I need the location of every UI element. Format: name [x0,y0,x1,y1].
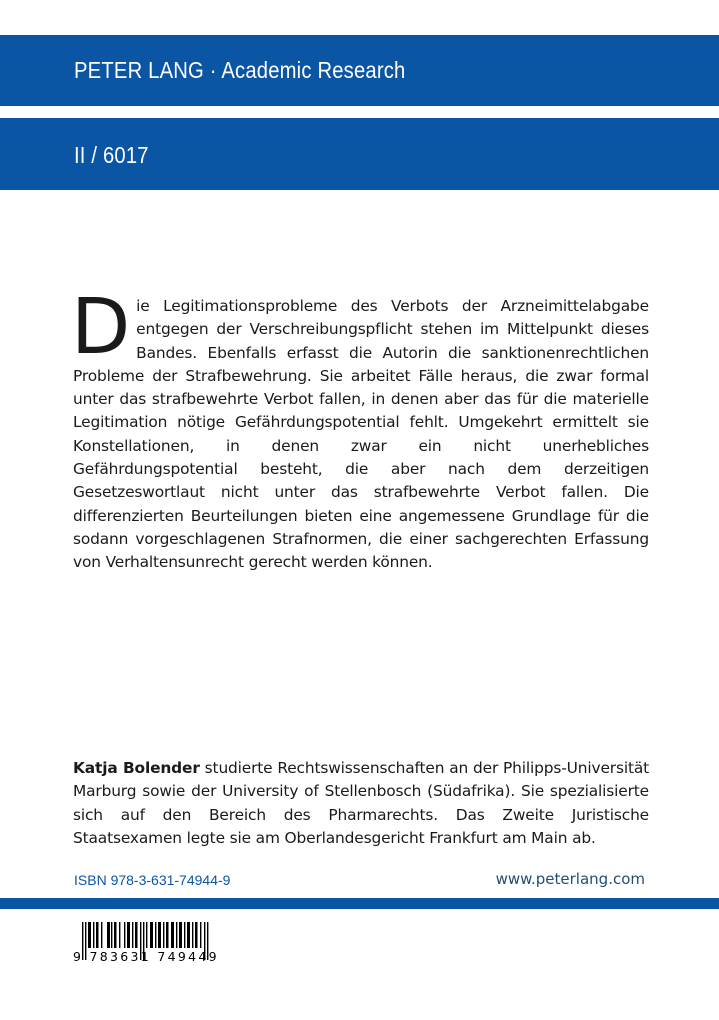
series-title: PETER LANG · Academic Research [74,57,406,83]
series-number: II / 6017 [74,142,149,168]
author-name: Katja Bolender [73,759,200,777]
description-text: ie Legitimationsprobleme des Verbots der Arzneimittelabgabe entgegen der Verschreibungspflicht stehen im Mittelpunkt dieses Bandes. Ebenfalls erfasst die Autorin die sanktionenrechtlichen Probleme der Strafbewehrung. Sie arbeitet Fälle heraus, die zwar formal unter das strafbewehrte Verbot fallen, in denen aber das für die materielle Legitimation nötige Gefährdungspotential fehlt. Umgekehrt ermittelt sie Konstellationen, in denen zwar ein nicht unerhebliches Gefährdungspotential besteht, die aber nach dem derzeitigen Gesetzeswortlaut nicht unter das strafbewehrte Verbot fallen. Die differenzierten Beurteilungen bieten eine angemessene Grundlage für die sodann vorgeschlagenen Strafnormen, die einer sachgerechten Erfassung von Verhaltensunrecht gerecht werden können. [73,297,649,572]
isbn: ISBN 978-3-631-74944-9 [74,872,231,888]
publisher-url[interactable]: www.peterlang.com [495,870,645,888]
barcode-digits: 9 783631 749449 [73,949,219,964]
drop-cap: D [71,283,131,372]
series-number-banner [0,118,719,190]
book-description [71,283,649,575]
author-bio [73,757,649,850]
series-banner [0,35,719,106]
bio-text: studierte Rechtswissenschaften an der Philipps-Universität Marburg sowie der University of Stellenbosch (Südafrika). Sie spezialisierte sich auf den Bereich des Pharmarechts. Das Zweite Juristische Staatsexamen legte sie am Oberlandesgericht Frankfurt am Main ab. [73,759,650,847]
footer-bar [0,898,719,909]
